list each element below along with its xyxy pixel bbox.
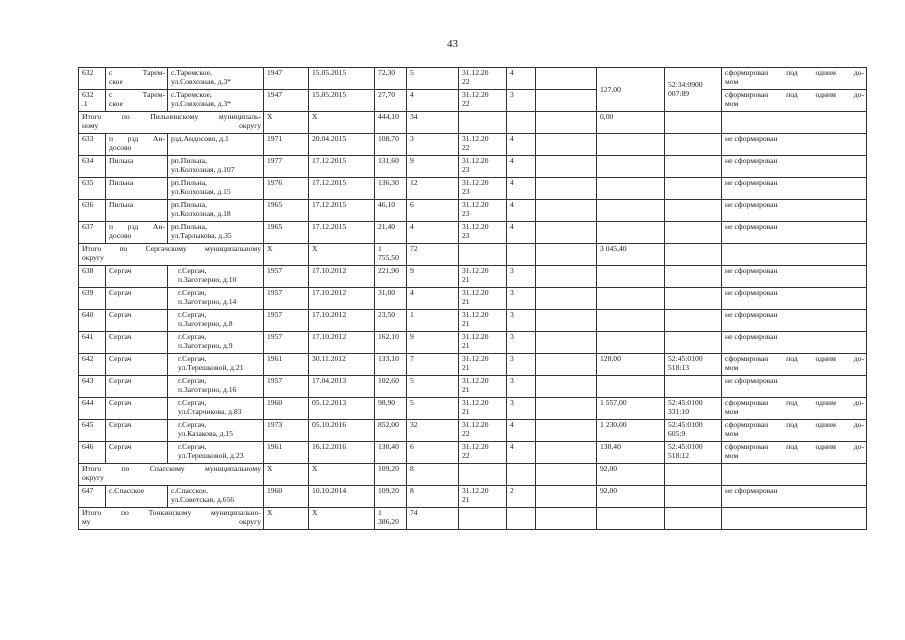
cell-settlement: п рзд Ан- досово [106,222,168,244]
cell-address: с.Таремское, ул.Совхозная, д.3* [168,90,264,112]
cell-term: 31.12.20 22 [459,90,507,112]
cell-cadastral-number: 52:45:0100 331:10 [665,398,722,420]
cell-status: сформирован под одним до- мом [722,68,867,90]
cell-land-area: 0,00 [597,112,665,134]
cell-col9: 3 [507,376,536,398]
cell-date: 15.05.2015 [309,90,375,112]
cell-col9: 4 [507,442,536,464]
cell-settlement: Сергач [106,332,168,354]
cell-term: 31.12.20 23 [459,200,507,222]
cell-col10 [536,244,597,266]
cell-area: 130,40 [375,442,407,464]
cell-residents: 5 [407,398,459,420]
cell-term [459,112,507,134]
cell-address: рп.Пильна, ул.Тарлыкова, д.35 [168,222,264,244]
cell-settlement: Сергач [106,354,168,376]
cell-term: 31.12.20 21 [459,288,507,310]
cell-settlement: Сергач [106,398,168,420]
cell-address: рп.Пильна, ул.Колхозная, д.15 [168,178,264,200]
cell-residents: 4 [407,222,459,244]
page-number: 43 [447,38,458,50]
cell-residents: 5 [407,68,459,90]
cell-number: 645 [79,420,106,442]
cell-land-area [597,134,665,156]
cell-residents: 5 [407,376,459,398]
cell-date: 17.04.2013 [309,376,375,398]
cell-date: X [309,112,375,134]
cell-residents: 3 [407,134,459,156]
cell-col10 [536,222,597,244]
cell-address: рп.Пильна, ул.Колхозная, д.18 [168,200,264,222]
cell-land-area: 128,00 [597,354,665,376]
cell-status: не сформирован [722,376,867,398]
cell-address: г.Сергач, п.Заготзерно, д.8 [168,310,264,332]
cell-number: 632 [79,68,106,90]
cell-area: 162,10 [375,332,407,354]
cell-residents: 7 [407,354,459,376]
cell-land-area [597,178,665,200]
cell-term: 31.12.20 21 [459,486,507,508]
cell-col9: 3 [507,266,536,288]
cell-settlement: Пильна [106,156,168,178]
cell-status: не сформирован [722,486,867,508]
cell-settlement: Сергач [106,376,168,398]
cell-number: 643 [79,376,106,398]
cell-date: X [309,244,375,266]
cell-term: 31.12.20 21 [459,310,507,332]
cell-total-label: Итого по Тонкинскому муниципально- му округу [79,508,264,530]
cell-area: 23,50 [375,310,407,332]
cell-year: 1957 [264,288,309,310]
cell-col9: 4 [507,134,536,156]
cell-col9: 3 [507,90,536,112]
cell-col10 [536,134,597,156]
cell-col10 [536,354,597,376]
cell-year: 1976 [264,178,309,200]
cell-number: 634 [79,156,106,178]
cell-col10 [536,486,597,508]
cell-residents: 9 [407,332,459,354]
cell-year: 1947 [264,68,309,90]
cell-year: 1971 [264,134,309,156]
cell-land-area [597,310,665,332]
cell-year: 1977 [264,156,309,178]
cell-cadastral-number [665,200,722,222]
cell-date: 17.12.2015 [309,156,375,178]
cell-term: 31.12.20 22 [459,68,507,90]
cell-settlement: п рзд Ан- досово [106,134,168,156]
cell-term: 31.12.20 22 [459,442,507,464]
cell-col10 [536,156,597,178]
cell-date: 30.11.2012 [309,354,375,376]
cell-col10 [536,288,597,310]
registry-table [78,67,867,530]
cell-area: 1 755,50 [375,244,407,266]
table-row [79,376,867,398]
cell-number: 637 [79,222,106,244]
table-row [79,288,867,310]
cell-col9 [507,244,536,266]
cell-status: сформирован под одним до- мом [722,420,867,442]
cell-land-area: 127,00 [597,68,665,112]
cell-number: 632 .1 [79,90,106,112]
cell-date: 17.10.2012 [309,288,375,310]
cell-number: 635 [79,178,106,200]
cell-area: 131,60 [375,156,407,178]
cell-status: не сформирован [722,288,867,310]
cell-total-label: Итого по Спасскому муниципальному округу [79,464,264,486]
cell-col9: 3 [507,332,536,354]
cell-col10 [536,310,597,332]
cell-land-area: 1 230,00 [597,420,665,442]
cell-date: X [309,464,375,486]
cell-land-area [597,376,665,398]
cell-number: 640 [79,310,106,332]
cell-area: 109,20 [375,464,407,486]
cell-area: 1 386,20 [375,508,407,530]
cell-cadastral-number [665,508,722,530]
cell-col10 [536,178,597,200]
cell-col10 [536,112,597,134]
cell-settlement: с Тарем- ское [106,68,168,90]
table-row [79,420,867,442]
cell-cadastral-number [665,178,722,200]
cell-col9: 3 [507,288,536,310]
cell-residents: 8 [407,486,459,508]
cell-col10 [536,376,597,398]
table-row [79,90,867,112]
cell-year: 1961 [264,442,309,464]
cell-status [722,244,867,266]
cell-year: X [264,508,309,530]
cell-land-area [597,288,665,310]
cell-date: 17.10.2012 [309,310,375,332]
cell-total-label: Итого по Пильнинскому муниципаль- ному округу [79,112,264,134]
cell-term: 31.12.20 23 [459,156,507,178]
cell-settlement: Пильна [106,200,168,222]
cell-area: 102,60 [375,376,407,398]
cell-year: 1973 [264,420,309,442]
cell-address: г.Сергач, ул.Терешковой, д.21 [168,354,264,376]
cell-land-area: 92,00 [597,486,665,508]
cell-cadastral-number: 52:45:0100 518:12 [665,442,722,464]
cell-cadastral-number: 52:45:0100 518:13 [665,354,722,376]
cell-residents: 12 [407,178,459,200]
cell-number: 646 [79,442,106,464]
cell-residents: 32 [407,420,459,442]
cell-settlement: с.Спасское [106,486,168,508]
cell-area: 852,00 [375,420,407,442]
cell-address: рп.Пильна, ул.Колхозная, д.107 [168,156,264,178]
cell-col9: 4 [507,222,536,244]
cell-area: 109,20 [375,486,407,508]
cell-cadastral-number [665,464,722,486]
cell-residents: 9 [407,156,459,178]
cell-number: 633 [79,134,106,156]
cell-area: 27,70 [375,90,407,112]
cell-year: 1960 [264,398,309,420]
cell-col9: 4 [507,200,536,222]
cell-settlement: Сергач [106,266,168,288]
cell-term [459,508,507,530]
cell-residents: 4 [407,288,459,310]
cell-settlement: Сергач [106,288,168,310]
cell-cadastral-number [665,486,722,508]
cell-date: 10.10.2014 [309,486,375,508]
table-row [79,398,867,420]
table-row [79,178,867,200]
cell-status [722,112,867,134]
cell-col10 [536,464,597,486]
cell-year: X [264,112,309,134]
cell-total-label: Итого по Сергачскому муниципальному округу [79,244,264,266]
cell-status: не сформирован [722,266,867,288]
cell-col9: 4 [507,68,536,90]
total-row [79,112,867,134]
cell-status: не сформирован [722,156,867,178]
cell-status: не сформирован [722,310,867,332]
table-row [79,222,867,244]
cell-number: 638 [79,266,106,288]
cell-status: не сформирован [722,134,867,156]
cell-date: 15.05.2015 [309,68,375,90]
cell-area: 221,90 [375,266,407,288]
cell-area: 444,10 [375,112,407,134]
cell-term [459,244,507,266]
cell-land-area: 92,00 [597,464,665,486]
cell-term: 31.12.20 21 [459,376,507,398]
cell-term: 31.12.20 21 [459,354,507,376]
cell-land-area [597,222,665,244]
cell-residents: 4 [407,90,459,112]
cell-term: 31.12.20 21 [459,398,507,420]
cell-cadastral-number: 52:45:0100 605:9 [665,420,722,442]
table-row [79,156,867,178]
cell-land-area: 1 557,00 [597,398,665,420]
total-row [79,464,867,486]
cell-cadastral-number [665,112,722,134]
cell-residents: 74 [407,508,459,530]
cell-cadastral-number [665,310,722,332]
cell-number: 636 [79,200,106,222]
cell-term: 31.12.20 23 [459,222,507,244]
cell-address: г.Сергач, п.Заготзерно, д.14 [168,288,264,310]
cell-col10 [536,266,597,288]
cell-settlement: Сергач [106,420,168,442]
cell-year: 1957 [264,310,309,332]
cell-address: г.Сергач, ул.Казакова, д.15 [168,420,264,442]
cell-col10 [536,332,597,354]
cell-settlement: Пильна [106,178,168,200]
cell-land-area [597,332,665,354]
cell-cadastral-number [665,288,722,310]
cell-number: 644 [79,398,106,420]
cell-col9: 2 [507,486,536,508]
cell-area: 72,30 [375,68,407,90]
cell-col9: 3 [507,354,536,376]
cell-cadastral-number [665,376,722,398]
cell-year: X [264,464,309,486]
cell-col10 [536,420,597,442]
cell-status: сформирован под одним до- мом [722,354,867,376]
cell-cadastral-number [665,156,722,178]
cell-year: 1957 [264,332,309,354]
cell-status: не сформирован [722,178,867,200]
cell-area: 31,00 [375,288,407,310]
table-row [79,486,867,508]
table-row [79,200,867,222]
cell-year: 1965 [264,200,309,222]
cell-year: 1957 [264,376,309,398]
cell-residents: 6 [407,442,459,464]
cell-date: 05.10.2016 [309,420,375,442]
cell-area: 108,70 [375,134,407,156]
cell-year: 1947 [264,90,309,112]
cell-col9 [507,112,536,134]
cell-residents: 34 [407,112,459,134]
cell-year: 1961 [264,354,309,376]
cell-status: не сформирован [722,332,867,354]
cell-area: 136,30 [375,178,407,200]
cell-status: не сформирован [722,222,867,244]
cell-land-area [597,266,665,288]
cell-year: 1957 [264,266,309,288]
cell-area: 21,40 [375,222,407,244]
cell-settlement: с Тарем- ское [106,90,168,112]
cell-col9: 3 [507,398,536,420]
cell-col9: 3 [507,310,536,332]
cell-status [722,464,867,486]
table-row [79,442,867,464]
cell-term: 31.12.20 23 [459,178,507,200]
cell-address: г.Сергач, п.Заготзерно, д.9 [168,332,264,354]
cell-residents: 8 [407,464,459,486]
total-row [79,508,867,530]
cell-area: 46,10 [375,200,407,222]
cell-address: рзд.Андосово, д.1 [168,134,264,156]
cell-date: 17.10.2012 [309,332,375,354]
cell-year: X [264,244,309,266]
cell-date: 17.10.2012 [309,266,375,288]
cell-cadastral-number: 52:34:0900 007:89 [665,68,722,112]
cell-status: не сформирован [722,200,867,222]
cell-term: 31.12.20 22 [459,134,507,156]
total-row [79,244,867,266]
cell-year: 1960 [264,486,309,508]
cell-address: г.Сергач, ул.Терешковой, д.23 [168,442,264,464]
table-row [79,310,867,332]
cell-date: 16.12.2016 [309,442,375,464]
cell-year: 1965 [264,222,309,244]
cell-term: 31.12.20 21 [459,332,507,354]
table-row [79,266,867,288]
cell-cadastral-number [665,222,722,244]
cell-land-area [597,156,665,178]
cell-status [722,508,867,530]
cell-number: 647 [79,486,106,508]
cell-land-area: 130,40 [597,442,665,464]
cell-number: 639 [79,288,106,310]
cell-settlement: Сергач [106,310,168,332]
cell-land-area: 3 045,40 [597,244,665,266]
cell-land-area [597,508,665,530]
cell-residents: 1 [407,310,459,332]
cell-address: г.Сергач, п.Заготзерно, д.10 [168,266,264,288]
cell-address: г.Сергач, ул.Старчикова, д.83 [168,398,264,420]
table-row [79,68,867,90]
cell-number: 642 [79,354,106,376]
cell-col10 [536,90,597,112]
cell-date: X [309,508,375,530]
cell-cadastral-number [665,244,722,266]
cell-residents: 9 [407,266,459,288]
cell-date: 17.12.2015 [309,222,375,244]
cell-date: 20.04.2015 [309,134,375,156]
cell-col9 [507,508,536,530]
cell-date: 17.12.2015 [309,200,375,222]
cell-col10 [536,508,597,530]
cell-address: с.Спасское, ул.Советская, д.656 [168,486,264,508]
cell-cadastral-number [665,266,722,288]
cell-cadastral-number [665,332,722,354]
cell-col10 [536,398,597,420]
cell-date: 17.12.2015 [309,178,375,200]
cell-settlement: Сергач [106,442,168,464]
cell-col10 [536,68,597,90]
cell-residents: 6 [407,200,459,222]
cell-residents: 72 [407,244,459,266]
cell-address: с.Таремское, ул.Совхозная, д.3* [168,68,264,90]
cell-address: г.Сергач, п.Заготзерно, д.16 [168,376,264,398]
cell-term: 31.12.20 21 [459,266,507,288]
cell-term [459,464,507,486]
cell-status: сформирован под одним до- мом [722,442,867,464]
cell-status: сформирован под одним до- мом [722,398,867,420]
cell-number: 641 [79,332,106,354]
cell-col9: 4 [507,420,536,442]
cell-date: 05.12.2013 [309,398,375,420]
cell-term: 31.12.20 22 [459,420,507,442]
cell-col9: 4 [507,178,536,200]
cell-area: 133,10 [375,354,407,376]
cell-col9: 4 [507,156,536,178]
table-row [79,134,867,156]
cell-col10 [536,442,597,464]
table-row [79,354,867,376]
cell-area: 98,90 [375,398,407,420]
cell-land-area [597,200,665,222]
cell-col10 [536,200,597,222]
cell-status: сформирован под одним до- мом [722,90,867,112]
cell-col9 [507,464,536,486]
table-row [79,332,867,354]
cell-cadastral-number [665,134,722,156]
